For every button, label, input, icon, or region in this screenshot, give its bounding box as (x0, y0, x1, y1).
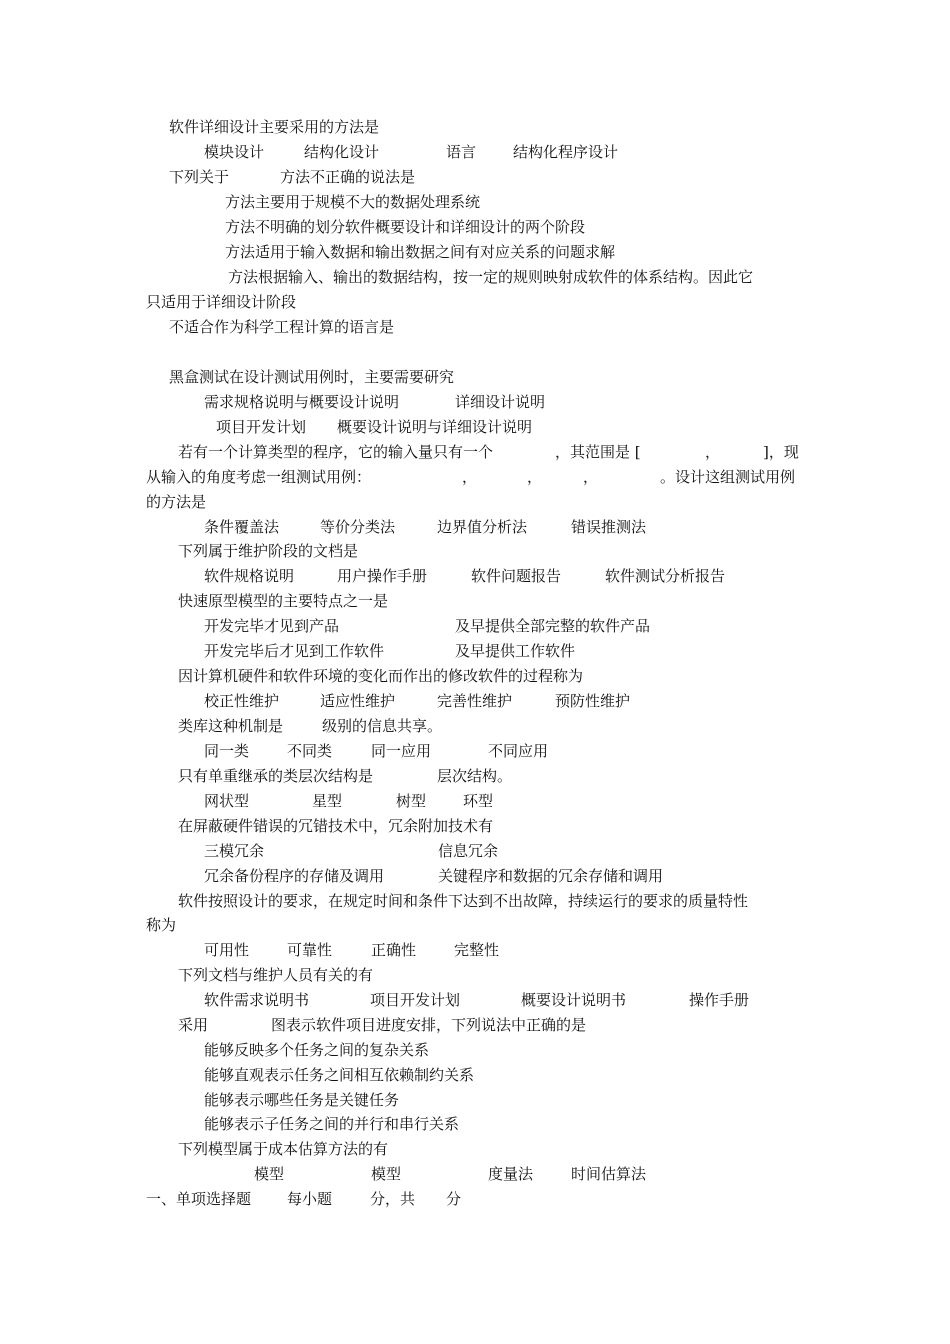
question-text: ， (705, 443, 721, 461)
option-a: 同一类 (204, 742, 250, 760)
option-c: 软件问题报告 (471, 567, 562, 585)
option-c: 开发完毕后才见到工作软件 (204, 642, 385, 660)
option-d: 及早提供工作软件 (455, 642, 576, 660)
option-a: 校正性维护 (204, 692, 280, 710)
option-c: 能够表示哪些任务是关键任务 (204, 1091, 400, 1109)
option-c: 同一应用 (371, 742, 432, 760)
question-text: 快速原型模型的主要特点之一是 (178, 592, 389, 610)
option-d: 方法根据输入、输出的数据结构，按一定的规则映射成软件的体系结构。因此它 (228, 268, 754, 286)
option-c: 度量法 (488, 1165, 534, 1183)
question-text: 软件按照设计的要求，在规定时间和条件下达到不出故障，持续运行的要求的质量特性 (178, 892, 749, 910)
option-d: 能够表示子任务之间的并行和串行关系 (204, 1115, 460, 1133)
option-d: 不同应用 (488, 742, 549, 760)
option-c: 边界值分析法 (437, 518, 528, 536)
option-d: 完整性 (454, 941, 500, 959)
question-text: ， (583, 468, 599, 486)
option-d: 结构化程序设计 (513, 143, 619, 161)
option-b: 详细设计说明 (455, 393, 546, 411)
question-text: 的方法是 (146, 493, 207, 511)
option-b: 方法不明确的划分软件概要设计和详细设计的两个阶段 (225, 218, 586, 236)
option-b: 适应性维护 (320, 692, 396, 710)
option-d: 软件测试分析报告 (605, 567, 726, 585)
question-text: 。设计这组测试用例 (660, 468, 796, 486)
question-text: 下列关于 (169, 168, 230, 186)
question-text: 图表示软件项目进度安排，下列说法中正确的是 (271, 1016, 587, 1034)
section-heading: 每小题 (287, 1190, 333, 1208)
option-b: 能够直观表示任务之间相互依赖制约关系 (204, 1066, 475, 1084)
section-heading: 分 (446, 1190, 462, 1208)
option-b: 项目开发计划 (370, 991, 461, 1009)
option-b: 可靠性 (287, 941, 333, 959)
option-b: 用户操作手册 (337, 567, 428, 585)
section-heading: 一、单项选择题 (146, 1190, 252, 1208)
question-text: 采用 (178, 1016, 209, 1034)
section-heading: 分，共 (370, 1190, 416, 1208)
question-text: ， (527, 468, 543, 486)
question-text: ， (462, 468, 478, 486)
option-b: 星型 (312, 792, 343, 810)
option-b: 模型 (371, 1165, 402, 1183)
option-b: 等价分类法 (320, 518, 396, 536)
question-text: 软件详细设计主要采用的方法是 (169, 118, 380, 136)
option-d: 环型 (463, 792, 494, 810)
option-c: 冗余备份程序的存储及调用 (204, 867, 385, 885)
option-a: 三模冗余 (204, 842, 265, 860)
question-text: 类库这种机制是 (178, 717, 284, 735)
option-b: 信息冗余 (438, 842, 499, 860)
question-text: 不适合作为科学工程计算的语言是 (169, 318, 395, 336)
option-a: 可用性 (204, 941, 250, 959)
option-d: 预防性维护 (555, 692, 631, 710)
option-d: 时间估算法 (571, 1165, 647, 1183)
question-text: 因计算机硬件和软件环境的变化而作出的修改软件的过程称为 (178, 667, 584, 685)
question-text: 黑盒测试在设计测试用例时，主要需要研究 (169, 368, 455, 386)
question-text: 从输入的角度考虑一组测试用例： (146, 468, 372, 486)
option-a: 模型 (254, 1165, 285, 1183)
question-text: 只有单重继承的类层次结构是 (178, 767, 374, 785)
question-text: 下列模型属于成本估算方法的有 (178, 1140, 389, 1158)
option-c: 概要设计说明书 (521, 991, 627, 1009)
option-d: 关键程序和数据的冗余存储和调用 (438, 867, 664, 885)
option-a: 能够反映多个任务之间的复杂关系 (204, 1041, 430, 1059)
option-d: 错误推测法 (571, 518, 647, 536)
question-text: ]，现 (763, 443, 799, 461)
option-a: 开发完毕才见到产品 (204, 617, 340, 635)
option-a: 软件规格说明 (204, 567, 295, 585)
option-d: 概要设计说明与详细设计说明 (337, 418, 533, 436)
question-text: 在屏蔽硬件错误的冗错技术中，冗余附加技术有 (178, 817, 494, 835)
option-c: 完善性维护 (437, 692, 513, 710)
option-c: 项目开发计划 (216, 418, 307, 436)
option-d-continued: 只适用于详细设计阶段 (146, 293, 297, 311)
option-a: 条件覆盖法 (204, 518, 280, 536)
option-a: 需求规格说明与概要设计说明 (204, 393, 400, 411)
question-text: 层次结构。 (437, 767, 513, 785)
option-c: 正确性 (371, 941, 417, 959)
option-a: 网状型 (204, 792, 250, 810)
question-text: 方法不正确的说法是 (280, 168, 416, 186)
option-b: 结构化设计 (304, 143, 380, 161)
option-c: 树型 (396, 792, 427, 810)
option-b: 及早提供全部完整的软件产品 (455, 617, 651, 635)
question-text: 下列文档与维护人员有关的有 (178, 966, 374, 984)
option-d: 操作手册 (689, 991, 750, 1009)
option-a: 软件需求说明书 (204, 991, 310, 1009)
option-c: 语言 (446, 143, 477, 161)
question-text: 若有一个计算类型的程序，它的输入量只有一个 (178, 443, 494, 461)
option-c: 方法适用于输入数据和输出数据之间有对应关系的问题求解 (225, 243, 616, 261)
question-text: ，其范围是 [ (555, 443, 641, 461)
question-text: 称为 (146, 916, 177, 934)
question-text: 下列属于维护阶段的文档是 (178, 542, 359, 560)
option-a: 方法主要用于规模不大的数据处理系统 (225, 193, 481, 211)
option-b: 不同类 (287, 742, 333, 760)
question-text: 级别的信息共享。 (322, 717, 443, 735)
option-a: 模块设计 (204, 143, 265, 161)
